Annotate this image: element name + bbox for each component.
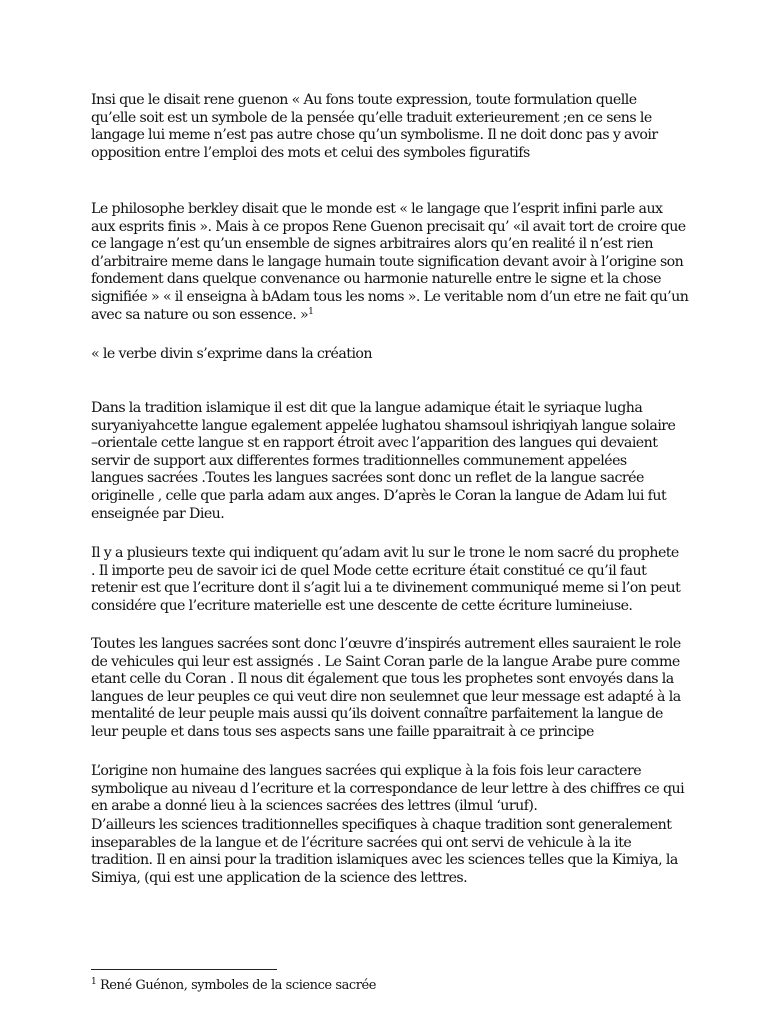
footnote-number: 1 [91,977,97,987]
text-line: servir de support aux differentes formes traditionnelles communement appelées [91,452,627,469]
footnote-text: René Guénon, symboles de la science sacrée [96,978,376,993]
text-line: fondement dans quelque convenance ou harmonie naturelle entre le signe et la chose [91,271,661,288]
text-line: L’origine non humaine des langues sacrées qui explique à la fois fois leur caractere [91,763,642,779]
text-line: mentalité de leur peuple mais aussi qu’ils doivent connaître parfaitement la langue de [91,706,663,723]
paragraph-1 [91,92,681,162]
text-line: signifiée » « il enseigna à bAdam tous les noms ». Le veritable nom d’un etre ne fait qu’un [91,288,689,305]
text-line: originelle , celle que parla adam aux anges. D’après le Coran la langue de Adam lui fut [91,487,667,504]
paragraph-8 [91,817,681,887]
paragraph-7 [91,763,685,816]
text-line: en arabe a donné lieu à la sciences sacrées des lettres (ilmul ‘uruf). [91,798,538,815]
footnote-separator [91,969,277,970]
text-line: . Il importe peu de savoir ici de quel Mode cette ecriture était constitué ce qu’il faut [91,562,647,579]
paragraph-6 [91,636,681,742]
text-line-content: avec sa nature ou son essence. » [91,306,309,323]
text-line: qu’elle soit est un symbole de la pensée qu’elle traduit exterieurement ;en ce sens le [91,109,652,126]
text-line: langues de leur peuples ce qui veut dire non seulemnet que leur message est adapté à la [91,688,681,705]
text-line: considére que l’ecriture materielle est une descente de cette écriture lumineiuse. [91,597,633,614]
paragraph-4 [91,400,681,523]
text-line: etant celle du Coran . Il nous dit également que tous les prophetes sont envoyés dans la [91,671,674,688]
text-line: Dans la tradition islamique il est dit que la langue adamique était le syriaque lugha [91,400,643,416]
text-line: tradition. Il en ainsi pour la tradition islamiques avec les sciences telles que la Kimiya, la [91,852,678,869]
text-line: leur peuple et dans tous ses aspects sans une faille pparaitrait à ce principe [91,723,594,740]
text-line: opposition entre l’emploi des mots et celui des symboles figuratifs [91,144,530,161]
text-line: inseparables de la langue et de l’écriture sacrées qui ont servi de vehicule à la ite [91,834,632,851]
text-line: langues sacrées .Toutes les langues sacrées sont donc un reflet de la langue sacrée [91,470,644,487]
text-line: –orientale cette langue st en rapport étroit avec l’apparition des langues qui devaient [91,435,658,452]
text-line: suryaniyahcette langue egalement appelée lughatou shamsoul ishriqiyah langue solaire [91,417,676,434]
text-line: Il y a plusieurs texte qui indiquent qu’adam avit lu sur le trone le nom sacré du prophete [91,545,679,561]
text-line: Insi que le disait rene guenon « Au fons toute expression, toute formulation quelle [91,92,637,108]
text-line: retenir est que l’ecriture dont il s’agit lui a te divinement communiqué meme si l’on peut [91,580,681,597]
paragraph-3 [91,346,681,364]
footnote [91,978,376,994]
text-line: symbolique au niveau d l’ecriture et la correspondance de leur lettre à des chiffres ce qui [91,780,685,797]
paragraph-2 [91,201,689,324]
text-line: Toutes les langues sacrées sont donc l’œuvre d’inspirés autrement elles sauraient le role [91,636,681,652]
text-line: enseignée par Dieu. [91,505,225,522]
text-line: d’arbitraire meme dans le langage humain toute signification devant avoir à l’origine son [91,253,684,270]
text-line: de vehicules qui leur est assignés . Le Saint Coran parle de la langue Arabe pure comme [91,653,680,670]
text-line [91,307,681,325]
text-line: « le verbe divin s’exprime dans la création [91,346,373,362]
text-line: aux esprits finis ». Mais à ce propos Rene Guenon precisait qu’ «il avait tort de croire que [91,218,686,235]
text-line: Le philosophe berkley disait que le monde est « le langage que l’esprit infini parle aux [91,201,663,217]
footnote-reference[interactable]: 1 [308,306,314,317]
text-line: Simiya, (qui est une application de la science des lettres. [91,869,468,886]
text-line: ce langage n’est qu’un ensemble de signes arbitraires alors qu’en realité il n’est rien [91,236,653,253]
text-line: langage lui meme n’est pas autre chose qu’un symbolisme. Il ne doit donc pas y avoir [91,127,658,144]
text-line: D’ailleurs les sciences traditionnelles specifiques à chaque tradition sont generalement [91,817,672,833]
paragraph-5 [91,545,681,615]
